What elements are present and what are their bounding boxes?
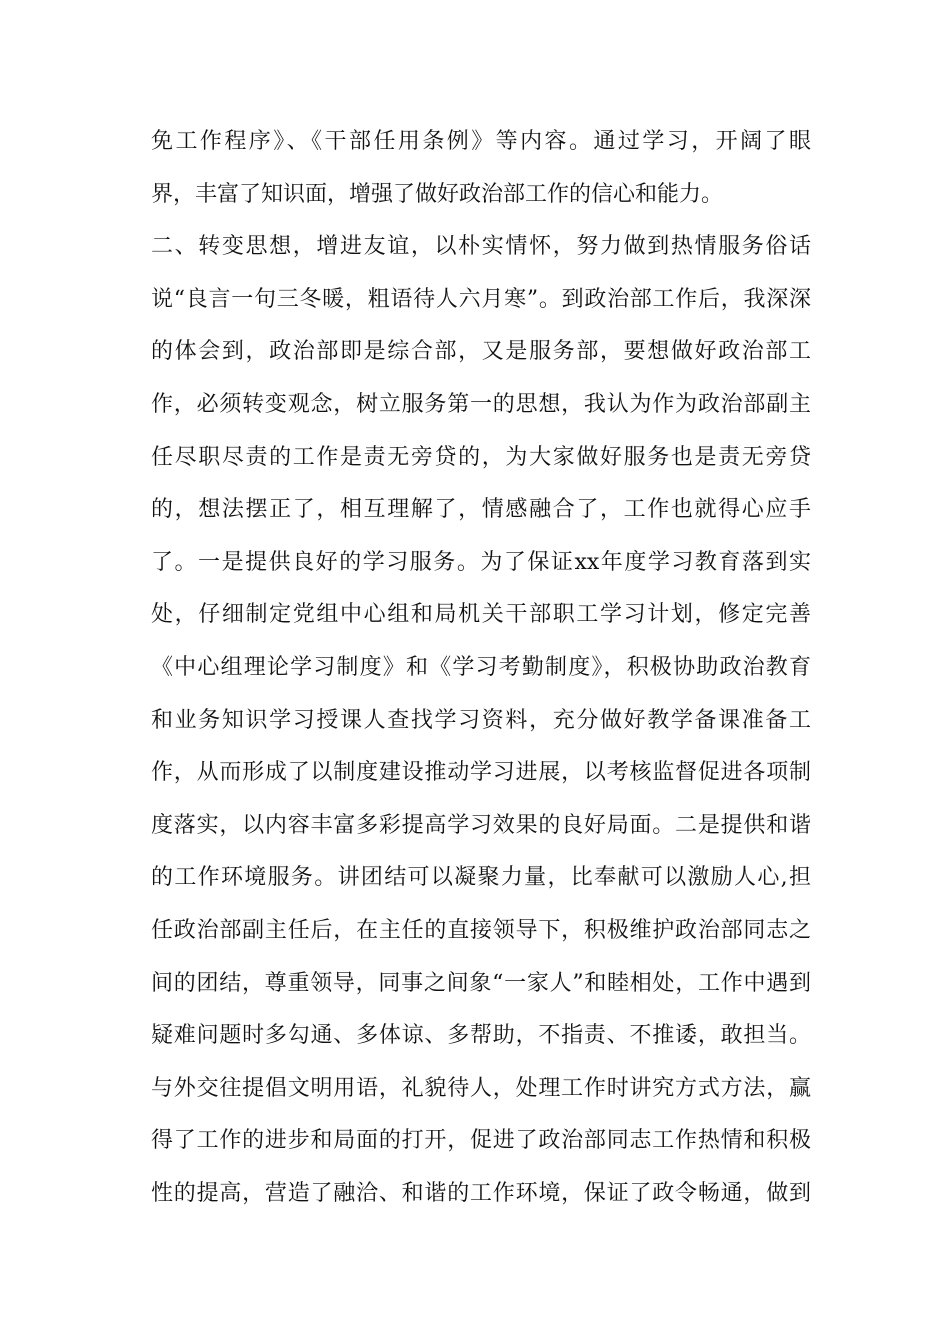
text-line: 任尽职尽责的工作是责无旁贷的，为大家做好服务也是责无旁贷: [151, 444, 811, 470]
text-line: 性的提高，营造了融洽、和谐的工作环境，保证了政令畅通，做到: [151, 1180, 811, 1206]
text-line: 作，从而形成了以制度建设推动学习进展，以考核监督促进各项制: [151, 760, 811, 786]
text-line: 作，必须转变观念，树立服务第一的思想，我认为作为政治部副主: [151, 391, 811, 417]
text-line: 疑难问题时多勾通、多体谅、多帮助，不指责、不推诿，敢担当。: [151, 1023, 811, 1049]
text-line: 界，丰富了知识面，增强了做好政治部工作的信心和能力。: [151, 181, 724, 207]
text-line: 的工作环境服务。讲团结可以凝聚力量，比奉献可以激励人心,担: [151, 865, 811, 891]
text-line: 《中心组理论学习制度》和《学习考勤制度》，积极协助政治教育: [151, 654, 811, 680]
text-line: 二、转变思想，增进友谊，以朴实情怀，努力做到热情服务俗话: [151, 234, 811, 260]
text-line: 和业务知识学习授课人查找学习资料，充分做好教学备课准备工: [151, 707, 811, 733]
text-line: 免工作程序》、《干部任用条例》等内容。通过学习，开阔了眼: [151, 129, 811, 154]
text-line: 的体会到，政治部即是综合部，又是服务部，要想做好政治部工: [151, 339, 811, 365]
text-line: 任政治部副主任后，在主任的直接领导下，积极维护政治部同志之: [151, 917, 811, 943]
text-line: 了。一是提供良好的学习服务。为了保证xx年度学习教育落到实: [151, 549, 811, 575]
text-line: 与外交往提倡文明用语，礼貌待人，处理工作时讲究方式方法，赢: [151, 1075, 811, 1101]
text-line: 得了工作的进步和局面的打开，促进了政治部同志工作热情和积极: [151, 1128, 811, 1154]
body-text: [151, 116, 811, 1220]
text-line: 处，仔细制定党组中心组和局机关干部职工学习计划，修定完善: [151, 602, 811, 628]
text-line: 间的团结，尊重领导，同事之间象“一家人”和睦相处，工作中遇到: [151, 970, 811, 996]
text-line: 说“良言一句三冬暖，粗语待人六月寒”。到政治部工作后，我深深: [151, 286, 811, 312]
text-line: 度落实，以内容丰富多彩提高学习效果的良好局面。二是提供和谐: [151, 812, 811, 838]
text-line: 的，想法摆正了，相互理解了，情感融合了，工作也就得心应手: [151, 497, 811, 523]
